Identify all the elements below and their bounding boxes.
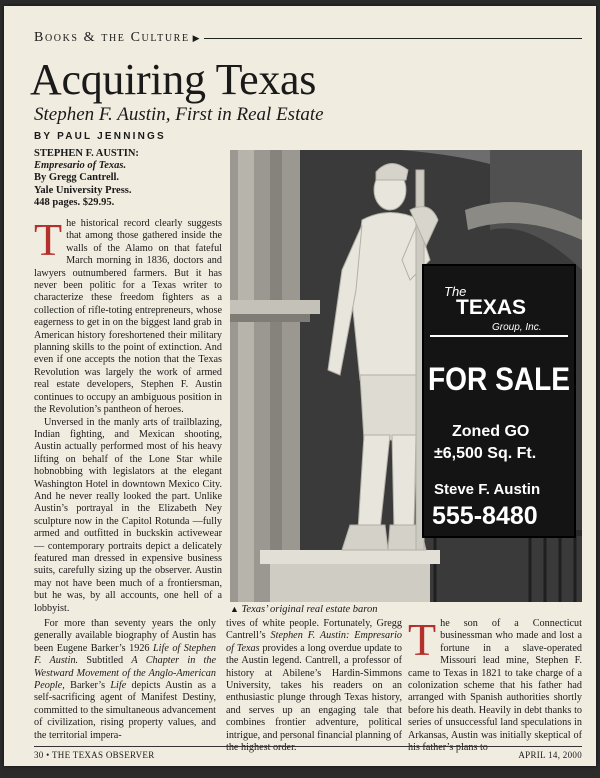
- book-author: By Gregg Cantrell.: [34, 172, 120, 184]
- sign-the: The: [444, 284, 467, 299]
- paragraph-text: he son of a Connecticut businessman who made and lost a fortune in a slave-operated Missouri lead mine, Stephen F. came to Texas in 1821 to take charge of a colonization scheme that his father had arranged with Spanish authorities shortly before his death. Heavily in debt thanks to series of unsuccessful land speculations in Arkansas, Austin was initially skeptical of his father’s plans to: [408, 618, 582, 754]
- article-column-3: [226, 618, 402, 754]
- sign-zoned: Zoned GO: [452, 423, 530, 440]
- book-subtitle: Empresario of Texas.: [34, 160, 127, 172]
- paragraph: [226, 618, 402, 754]
- drop-cap: T: [408, 614, 437, 665]
- sign-for-sale: FOR SALE: [428, 361, 570, 397]
- magazine-page: [4, 6, 596, 766]
- book-details: 448 pages. $29.95.: [34, 196, 115, 208]
- book-reference: Life of Stephen F. Austin.: [34, 642, 216, 667]
- article-column-4: [408, 614, 582, 754]
- paragraph-text: Subtitled: [78, 655, 132, 667]
- footer-date: APRIL 14, 2000: [518, 750, 582, 760]
- chevron-right-icon: ▶: [192, 32, 200, 43]
- triangle-up-icon: ▲: [230, 604, 239, 614]
- paragraph-text: depicts Austin as a self-sacrificing agent of Manifest Destiny, committed to the simultaneous advancement of civilization, rising property values, and the territorial impera-: [34, 680, 216, 741]
- statue-photo: [230, 150, 582, 602]
- sign-brand: TEXAS: [456, 296, 527, 319]
- sign-sqft: ±6,500 Sq. Ft.: [434, 445, 537, 462]
- paragraph: Unversed in the manly arts of trailblazing, Indian fighting, and Mexican shooting, Austin actually performed most of his heavy lifting on behalf of the Lone Star while hobnobbing with legislators at the elegant Washington Hotel in downtown Mexico City. And he never really looked the part. Unlike Austin’s portrayal in the Elizabeth Ney sculpture now in the Capitol Rotunda —fully armed and outfitted in buckskin activewear — contemporary portraits depict a delicately featured man dressed in expensive business suits, carefully sizing up the observer. Austin may not have been much of a frontiersman, but he was, by all accounts, one hell of a lobbyist.: [34, 416, 222, 614]
- byline: BY PAUL JENNINGS: [34, 131, 166, 142]
- book-reference: A Chapter in the Westward Movement of the Anglo-American People,: [34, 655, 216, 692]
- article-column-2: [34, 618, 216, 742]
- paragraph-text: Barker’s: [64, 680, 111, 692]
- photo-caption: [230, 604, 377, 615]
- statue-and-sign-illustration: [230, 150, 582, 602]
- paragraph: [34, 214, 222, 417]
- paragraph-text: tives of white people. Fortunately, Gregg Cantrell’s: [226, 618, 402, 642]
- paragraph: [408, 614, 582, 754]
- drop-cap: T: [34, 214, 63, 265]
- footer-folio: 30 • THE TEXAS OBSERVER: [34, 750, 155, 760]
- footer-rule: [34, 746, 582, 747]
- paragraph-text: For more than seventy years the only generally available biography of Austin has been Eugene Barker’s 1926: [34, 618, 216, 654]
- article-subtitle: Stephen F. Austin, First in Real Estate: [34, 104, 324, 125]
- book-reference: Stephen F. Austin: Empresario of Texas: [226, 630, 402, 654]
- book-info: [34, 148, 224, 209]
- paragraph: [34, 618, 216, 742]
- book-reference: Life: [110, 680, 127, 692]
- article-column-1: [34, 214, 222, 615]
- sign-agent: Steve F. Austin: [434, 481, 541, 498]
- book-publisher: Yale University Press.: [34, 184, 132, 196]
- paragraph-text: he historical record clearly suggests that among those gathered inside the walls of the Alamo on that fateful March morning in 1836, doctors and lawyers outnumbered farmers. But it has never been politic for a Texas writer to characterize these freedom fighters as a collection of rifle-toting entrepreneurs, whose eagerness to get in on the biggest land grab in American history foreshortened their military planning skills to the point of extinction. And even if one accepts the notion that the Texas Revolution was largely the work of armed real estate developers, Stephen F. Austin continues to occupy an ambiguous position in the Revolution’s pantheon of heroes.: [34, 218, 222, 416]
- section-label: Books & the Culture: [34, 30, 190, 45]
- sign-group: Group, Inc.: [492, 322, 542, 333]
- paragraph-text: provides a long overdue update to the Austin legend. Cantrell, a professor of history at Abilene’s Hardin-Simmons University, takes his readers on an enthusiastic plunge through Texas history, and serves up an engaging tale that combines frontier adventure, political intrigue, and personal financial planning of the highest order.: [226, 642, 402, 754]
- article-title: Acquiring Texas: [30, 55, 317, 104]
- sign-phone: 555-8480: [432, 502, 538, 530]
- photo-caption-text: Texas’ original real estate baron: [241, 604, 378, 615]
- book-title: STEPHEN F. AUSTIN:: [34, 148, 139, 159]
- section-header: [34, 28, 582, 48]
- section-rule: [204, 38, 582, 39]
